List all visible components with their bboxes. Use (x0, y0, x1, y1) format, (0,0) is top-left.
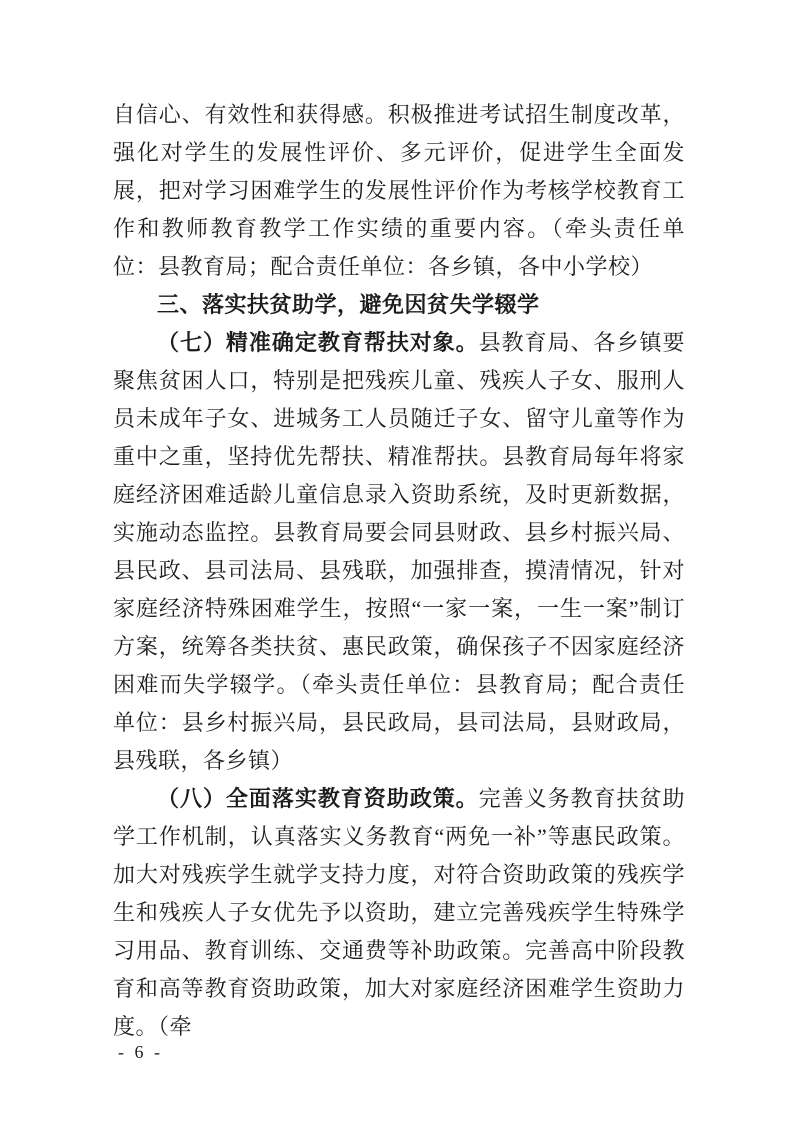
item-7-text: 县教育局、各乡镇要聚焦贫困人口，特别是把残疾儿童、残疾人子女、服刑人员未成年子女、进城务工人员随迁子女、留守儿童等作为重中之重，坚持优先帮扶、精准帮扶。县教育局每年将家庭经济困难适龄儿童信息录入资助系统，及时更新数据，实施动态监控。县教育局要会同县财政、县乡村振兴局、县民政、县司法局、县残联，加强排查，摸清情况，针对家庭经济特殊困难学生，按照“一家一案，一生一案”制订方案，统筹各类扶贫、惠民政策，确保孩子不因家庭经济困难而失学辍学。（牵头责任单位：县教育局；配合责任单位：县乡村振兴局，县民政局，县司法局，县财政局，县残联，各乡镇） (113, 330, 685, 773)
item-7-lead: （七）精准确定教育帮扶对象。 (157, 330, 479, 355)
paragraph-item-8 (113, 780, 685, 1046)
document-body (113, 96, 685, 1046)
page-number: - 6 - (118, 1042, 163, 1062)
item-8-text: 完善义务教育扶贫助学工作机制，认真落实义务教育“两免一补”等惠民政策。加大对残疾学生就学支持力度，对符合资助政策的残疾学生和残疾人子女优先予以资助，建立完善残疾学生特殊学习用品、教育训练、交通费等补助政策。完善高中阶段教育和高等教育资助政策，加大对家庭经济困难学生资助力度。（牵 (113, 786, 685, 1039)
paragraph-item-7 (113, 324, 685, 780)
item-8-lead: （八）全面落实教育资助政策。 (157, 786, 479, 811)
paragraph-continuation: 自信心、有效性和获得感。积极推进考试招生制度改革，强化对学生的发展性评价、多元评价，促进学生全面发展，把对学习困难学生的发展性评价作为考核学校教育工作和教师教育教学工作实绩的重要内容。（牵头责任单位：县教育局；配合责任单位：各乡镇，各中小学校） (113, 102, 685, 279)
section-heading: 三、落实扶贫助学，避免因贫失学辍学 (157, 292, 540, 317)
